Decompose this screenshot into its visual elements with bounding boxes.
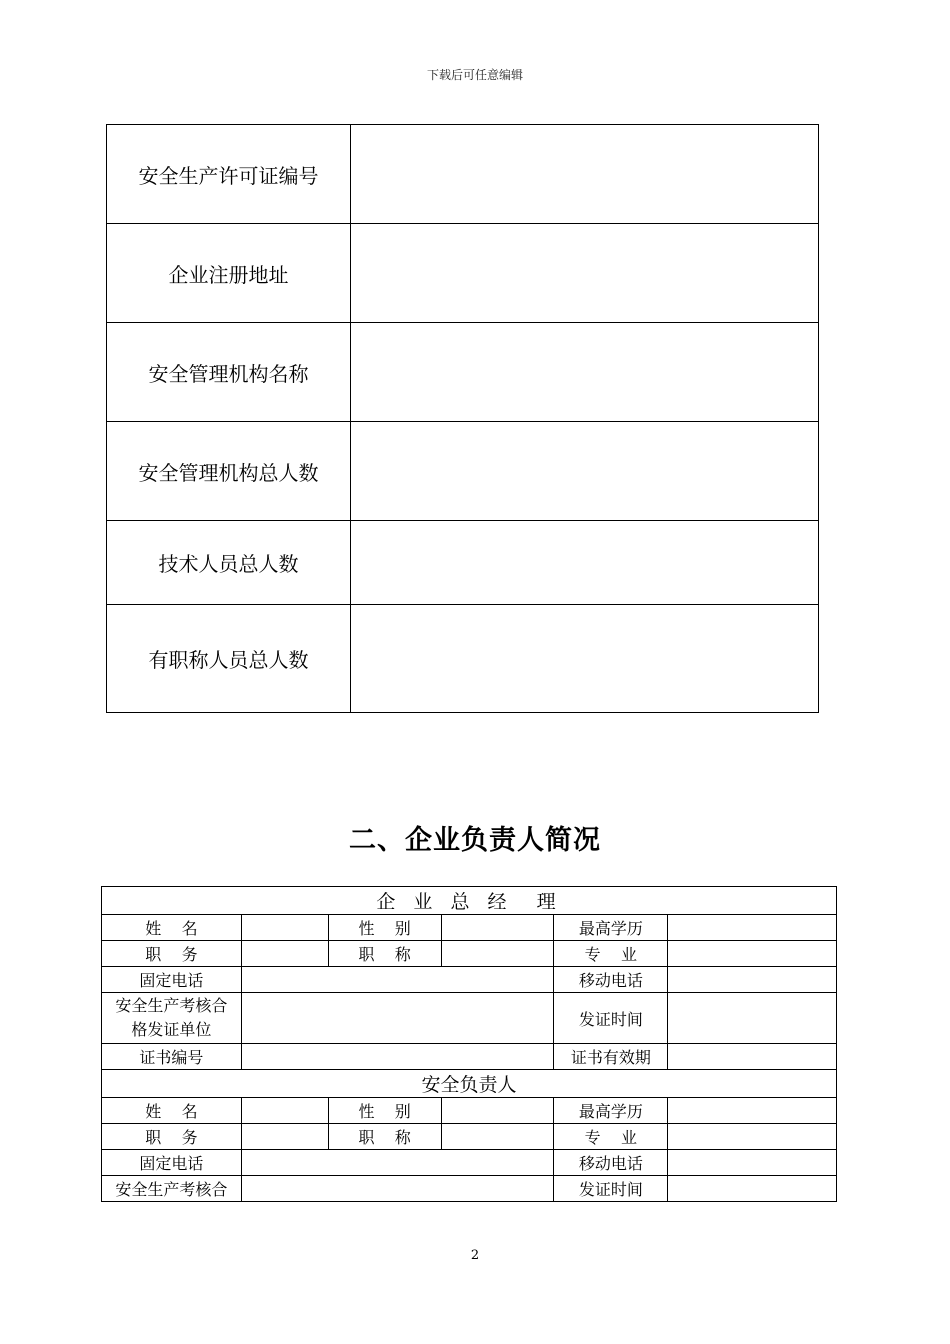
titled-staff-label: 有职称人员总人数	[107, 605, 351, 713]
safety-landline-value[interactable]	[241, 1150, 554, 1176]
table-row	[102, 941, 837, 967]
safety-position-value[interactable]	[241, 1124, 328, 1150]
gm-rank-label: 职 称	[328, 941, 441, 967]
registered-address-value[interactable]	[351, 224, 819, 323]
gm-education-value[interactable]	[668, 915, 837, 941]
table-row	[102, 915, 837, 941]
gm-name-value[interactable]	[241, 915, 328, 941]
gm-gender-label: 性 别	[328, 915, 441, 941]
gm-mobile-value[interactable]	[668, 967, 837, 993]
table-row	[107, 323, 819, 422]
gm-section-header: 企 业 总 经 理	[102, 887, 837, 915]
safety-position-label: 职 务	[102, 1124, 242, 1150]
gm-position-value[interactable]	[241, 941, 328, 967]
gm-issue-date-value[interactable]	[668, 993, 837, 1044]
safety-org-name-value[interactable]	[351, 323, 819, 422]
gm-cert-unit-label-line1: 安全生产考核合	[115, 996, 228, 1015]
table-row	[102, 1150, 837, 1176]
license-number-value[interactable]	[351, 125, 819, 224]
gm-major-value[interactable]	[668, 941, 837, 967]
gm-position-label: 职 务	[102, 941, 242, 967]
gm-issue-date-label: 发证时间	[554, 993, 668, 1044]
table-row	[102, 967, 837, 993]
gm-mobile-label: 移动电话	[554, 967, 668, 993]
safety-mobile-value[interactable]	[668, 1150, 837, 1176]
gm-cert-no-value[interactable]	[241, 1044, 554, 1070]
safety-cert-unit-value[interactable]	[241, 1176, 554, 1202]
safety-org-headcount-value[interactable]	[351, 422, 819, 521]
safety-major-label: 专 业	[554, 1124, 668, 1150]
registered-address-label: 企业注册地址	[107, 224, 351, 323]
page-number: 2	[470, 1248, 480, 1263]
safety-rank-value[interactable]	[441, 1124, 554, 1150]
gm-cert-no-label: 证书编号	[102, 1044, 242, 1070]
safety-org-name-label: 安全管理机构名称	[107, 323, 351, 422]
safety-education-value[interactable]	[668, 1098, 837, 1124]
enterprise-info-table	[106, 124, 819, 713]
gm-gender-value[interactable]	[441, 915, 554, 941]
safety-name-label: 姓 名	[102, 1098, 242, 1124]
safety-cert-unit-label: 安全生产考核合	[102, 1176, 242, 1202]
safety-gender-label: 性 别	[328, 1098, 441, 1124]
table-row	[102, 1176, 837, 1202]
table-row	[107, 125, 819, 224]
officers-table	[101, 886, 837, 1202]
safety-section-header: 安全负责人	[102, 1070, 837, 1098]
table-row	[102, 993, 837, 1044]
table-row	[107, 521, 819, 605]
table-row	[102, 1098, 837, 1124]
gm-cert-unit-label-line2: 格发证单位	[131, 1020, 212, 1039]
license-number-label: 安全生产许可证编号	[107, 125, 351, 224]
table-row	[107, 224, 819, 323]
safety-issue-date-label: 发证时间	[554, 1176, 668, 1202]
safety-rank-label: 职 称	[328, 1124, 441, 1150]
technical-staff-label: 技术人员总人数	[107, 521, 351, 605]
gm-cert-unit-label	[102, 993, 242, 1044]
table-row	[102, 1124, 837, 1150]
table-row	[102, 1044, 837, 1070]
gm-validity-value[interactable]	[668, 1044, 837, 1070]
safety-gender-value[interactable]	[441, 1098, 554, 1124]
table-row	[102, 1070, 837, 1098]
safety-mobile-label: 移动电话	[554, 1150, 668, 1176]
gm-landline-value[interactable]	[241, 967, 554, 993]
table-row	[107, 422, 819, 521]
gm-name-label: 姓 名	[102, 915, 242, 941]
table-row	[102, 887, 837, 915]
gm-cert-unit-value[interactable]	[241, 993, 554, 1044]
safety-education-label: 最高学历	[554, 1098, 668, 1124]
section-title: 二、企业负责人简况	[349, 825, 601, 856]
header-note: 下载后可任意编辑	[426, 68, 523, 82]
technical-staff-value[interactable]	[351, 521, 819, 605]
safety-issue-date-value[interactable]	[668, 1176, 837, 1202]
table-row	[107, 605, 819, 713]
gm-rank-value[interactable]	[441, 941, 554, 967]
gm-validity-label: 证书有效期	[554, 1044, 668, 1070]
gm-education-label: 最高学历	[554, 915, 668, 941]
titled-staff-value[interactable]	[351, 605, 819, 713]
gm-major-label: 专 业	[554, 941, 668, 967]
safety-landline-label: 固定电话	[102, 1150, 242, 1176]
safety-org-headcount-label: 安全管理机构总人数	[107, 422, 351, 521]
gm-landline-label: 固定电话	[102, 967, 242, 993]
safety-major-value[interactable]	[668, 1124, 837, 1150]
safety-name-value[interactable]	[241, 1098, 328, 1124]
